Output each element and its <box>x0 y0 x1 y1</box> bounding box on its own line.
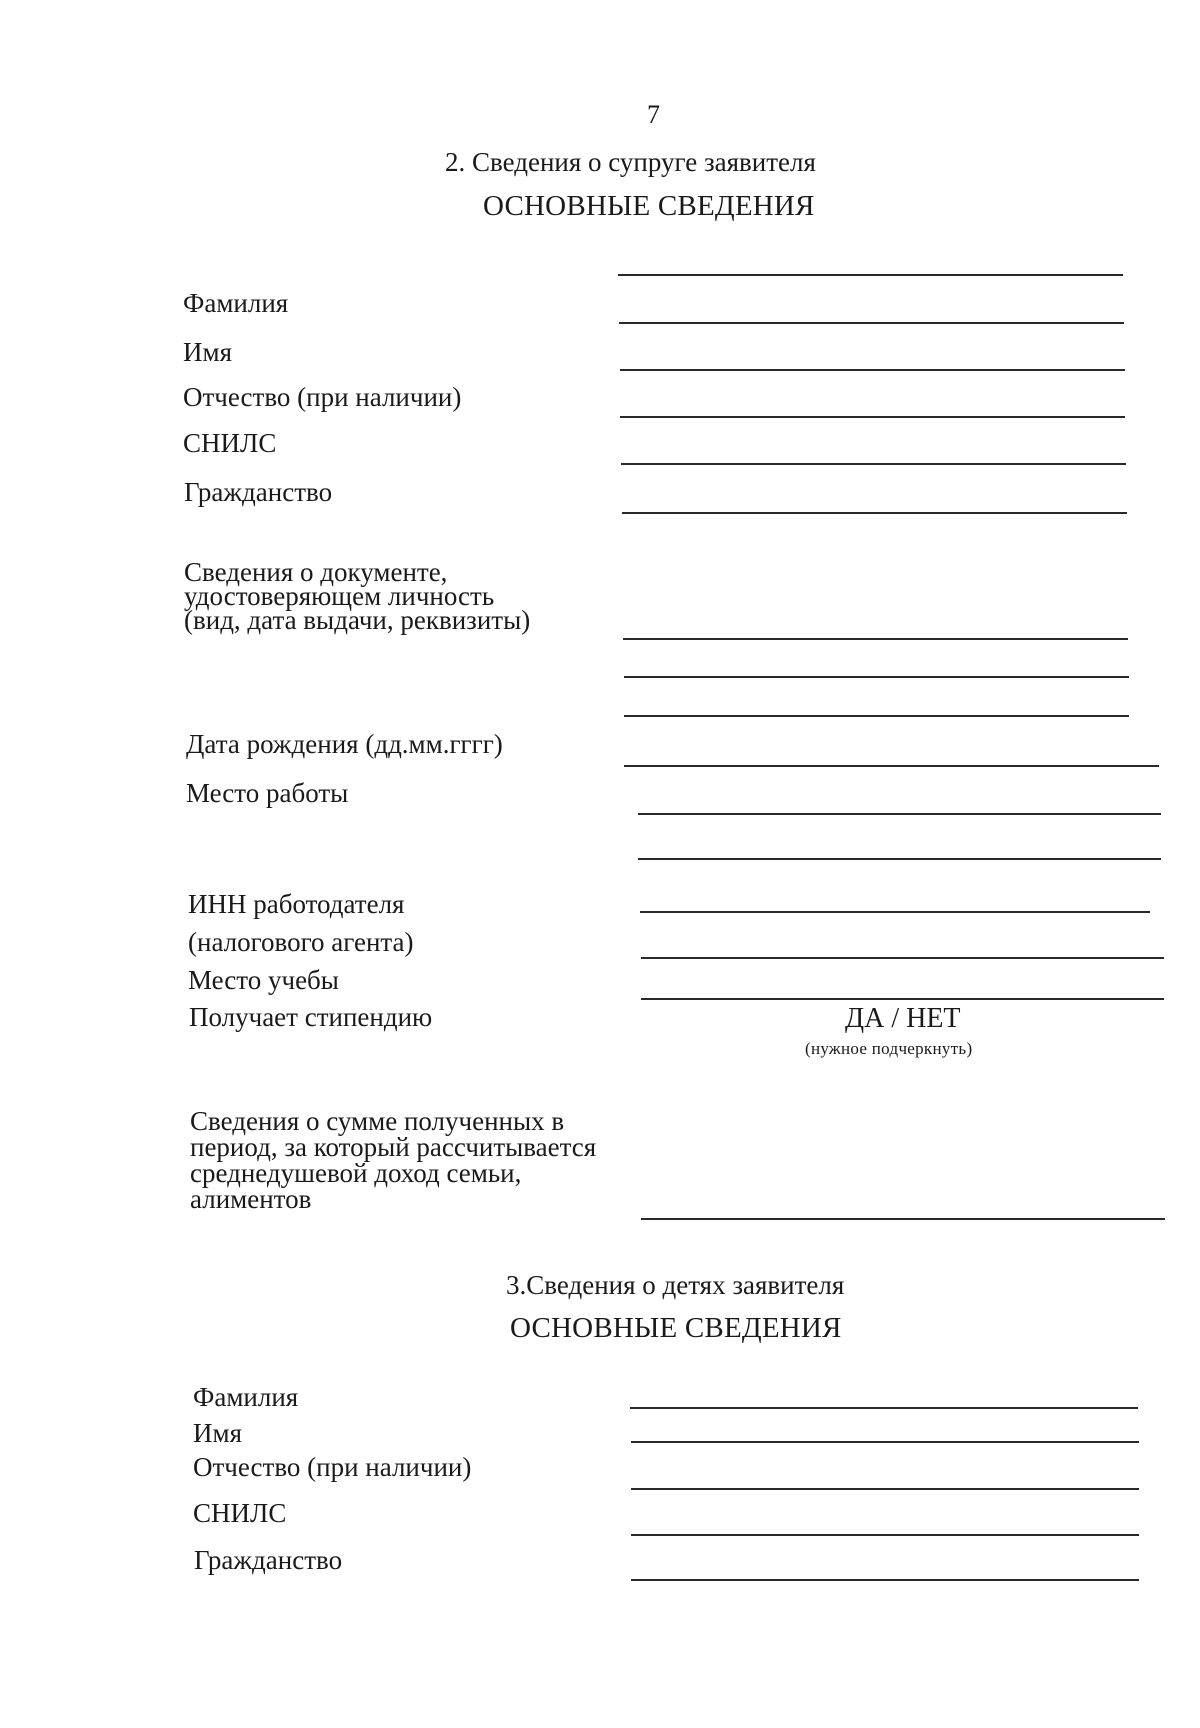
spouse-alimony-line2: период, за который рассчитывается <box>190 1132 597 1162</box>
spouse-id-document-line-a[interactable] <box>623 638 1128 640</box>
child-snils-label: СНИЛС <box>193 1498 287 1528</box>
spouse-section-subtitle: ОСНОВНЫЕ СВЕДЕНИЯ <box>483 190 815 222</box>
spouse-id-document-line2: удостоверяющем личность <box>184 581 495 611</box>
spouse-surname-label: Фамилия <box>183 288 289 318</box>
spouse-alimony-line1: Сведения о сумме полученных в <box>190 1106 565 1136</box>
child-citizenship-line[interactable] <box>631 1579 1139 1581</box>
spouse-first-name-label: Имя <box>183 337 233 367</box>
spouse-birth-date-label: Дата рождения (дд.мм.гггг) <box>186 729 503 759</box>
page-number: 7 <box>647 100 660 129</box>
child-snils-line[interactable] <box>631 1534 1139 1536</box>
child-citizenship-label: Гражданство <box>194 1545 343 1575</box>
spouse-workplace-line-b[interactable] <box>638 858 1161 860</box>
spouse-tax-agent-label: (налогового агента) <box>188 927 414 957</box>
spouse-study-place-line[interactable] <box>641 998 1164 1000</box>
spouse-patronymic-line[interactable] <box>620 416 1125 418</box>
spouse-id-document-line-c[interactable] <box>624 715 1129 717</box>
spouse-surname-line[interactable] <box>619 322 1124 324</box>
child-surname-line[interactable] <box>630 1407 1138 1409</box>
child-patronymic-label: Отчество (при наличии) <box>193 1452 472 1482</box>
spouse-id-document-line-b[interactable] <box>624 676 1129 678</box>
children-section-title: 3.Сведения о детях заявителя <box>506 1270 845 1300</box>
scholarship-hint: (нужное подчеркнуть) <box>805 1039 973 1058</box>
spouse-workplace-line-a[interactable] <box>638 813 1161 815</box>
spouse-study-place-label: Место учебы <box>188 965 339 995</box>
children-section-subtitle: ОСНОВНЫЕ СВЕДЕНИЯ <box>510 1312 842 1344</box>
spouse-birth-date-line[interactable] <box>624 765 1159 767</box>
spouse-snils-line[interactable] <box>621 463 1126 465</box>
surname-top-line <box>618 274 1123 276</box>
child-first-name-label: Имя <box>193 1418 243 1448</box>
child-first-name-line[interactable] <box>631 1441 1139 1443</box>
spouse-id-document-line3: (вид, дата выдачи, реквизиты) <box>184 605 531 635</box>
spouse-scholarship-label: Получает стипендию <box>189 1002 433 1032</box>
spouse-tax-agent-line[interactable] <box>641 957 1164 959</box>
spouse-snils-label: СНИЛС <box>183 428 277 458</box>
spouse-citizenship-label: Гражданство <box>184 477 333 507</box>
spouse-patronymic-label: Отчество (при наличии) <box>183 382 462 412</box>
spouse-employer-inn-line[interactable] <box>640 911 1150 913</box>
scholarship-yes-no-choice[interactable]: ДА / НЕТ <box>845 1003 961 1034</box>
spouse-alimony-line4: алиментов <box>190 1184 312 1214</box>
spouse-employer-inn-label: ИНН работодателя <box>188 889 405 919</box>
spouse-citizenship-line[interactable] <box>622 512 1127 514</box>
child-surname-label: Фамилия <box>193 1382 299 1412</box>
spouse-workplace-label: Место работы <box>186 778 349 808</box>
spouse-first-name-line[interactable] <box>620 369 1125 371</box>
spouse-alimony-line3: среднедушевой доход семьи, <box>190 1158 522 1188</box>
spouse-section-title: 2. Сведения о супруге заявителя <box>445 147 816 177</box>
child-patronymic-line[interactable] <box>631 1488 1139 1490</box>
spouse-id-document-line1: Сведения о документе, <box>184 557 448 587</box>
spouse-alimony-line[interactable] <box>641 1218 1165 1220</box>
